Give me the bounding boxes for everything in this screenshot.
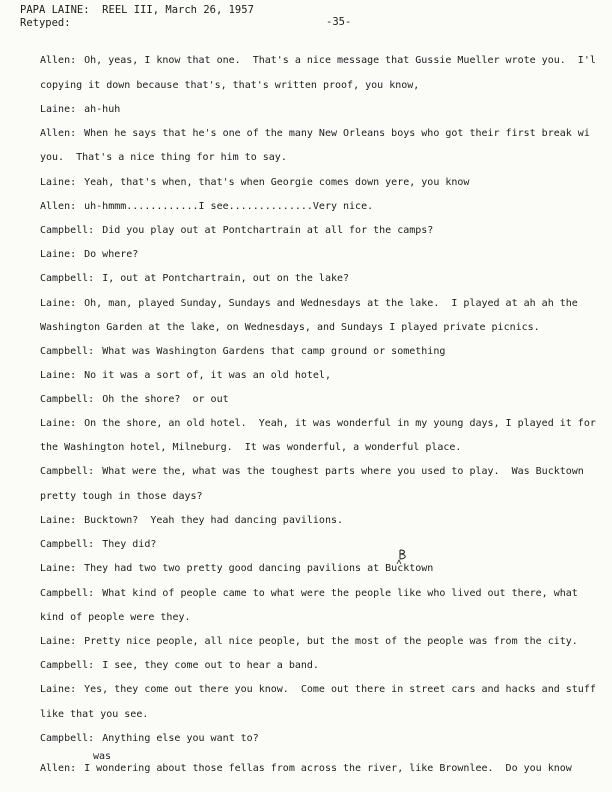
dialogue-text: copying it down because that's, that's written proof, you know, <box>40 80 420 91</box>
transcript-line <box>40 612 612 624</box>
dialogue-text: No it was a sort of, it was an old hotel, <box>84 370 331 381</box>
dialogue-text: I see, they come out to hear a band. <box>102 660 319 671</box>
transcript-line <box>40 370 612 382</box>
dialogue-text: Yes, they come out there you know. Come out there in street cars and hacks and stuff <box>84 684 596 695</box>
dialogue-text: I wondering about those fellas from across the river, like Brownlee. Do you know <box>84 763 572 774</box>
interlinear-note: was <box>93 751 112 762</box>
header-reel-info: PAPA LAINE: REEL III, March 26, 1957 <box>20 4 254 16</box>
dialogue-text: Do where? <box>84 249 139 260</box>
dialogue-text: pretty tough in those days? <box>40 491 203 502</box>
transcript-line <box>40 491 612 503</box>
header-retyped: Retyped: <box>20 17 71 29</box>
dialogue-text: What was Washington Gardens that camp ground or something <box>102 346 446 357</box>
dialogue-text: What kind of people came to what were the people like who lived out there, what <box>102 588 578 599</box>
dialogue-text: Did you play out at Pontchartrain at all for the camps? <box>102 225 434 236</box>
speaker-label: Laine: <box>40 104 77 115</box>
speaker-label: Laine: <box>40 684 77 695</box>
transcript-line <box>40 152 612 164</box>
transcript-line <box>40 104 612 116</box>
speaker-label: Campbell: <box>40 273 95 284</box>
transcript-line <box>40 128 612 140</box>
transcript-line <box>40 684 612 696</box>
dialogue-text: kind of people were they. <box>40 612 191 623</box>
transcript-line <box>40 346 612 358</box>
speaker-label: Campbell: <box>40 346 95 357</box>
transcript-line <box>40 442 612 454</box>
dialogue-text: ah-huh <box>84 104 121 115</box>
dialogue-text: What were the, what was the toughest parts where you used to play. Was Bucktown <box>102 466 584 477</box>
transcript-line <box>40 394 612 406</box>
dialogue-text: When he says that he's one of the many New Orleans boys who got their first break wi <box>84 128 590 139</box>
speaker-label: Allen: <box>40 128 77 139</box>
dialogue-text: Oh, man, played Sunday, Sundays and Wednesdays at the lake. I played at ah ah the <box>84 298 578 309</box>
dialogue-text: the Washington hotel, Milneburg. It was wonderful, a wonderful place. <box>40 442 462 453</box>
speaker-label: Laine: <box>40 298 77 309</box>
page-header <box>20 4 254 30</box>
dialogue-text: uh-hmmm............I see..............Very nice. <box>84 201 374 212</box>
transcript-line <box>40 273 612 285</box>
dialogue-text: Washington Garden at the lake, on Wednesdays, and Sundays I played private picnics. <box>40 322 540 333</box>
dialogue-text: like that you see. <box>40 709 149 720</box>
speaker-label: Laine: <box>40 563 77 574</box>
speaker-label: Campbell: <box>40 466 95 477</box>
dialogue-text: I, out at Pontchartrain, out on the lake? <box>102 273 350 284</box>
transcript-line <box>40 636 612 648</box>
speaker-label: Campbell: <box>40 539 95 550</box>
dialogue-text: Anything else you want to? <box>102 733 259 744</box>
transcript-line <box>40 563 612 575</box>
speaker-label: Allen: <box>40 763 77 774</box>
dialogue-text: Yeah, that's when, that's when Georgie comes down yere, you know <box>84 177 470 188</box>
dialogue-text: Bucktown? Yeah they had dancing pavilions. <box>84 515 344 526</box>
speaker-label: Laine: <box>40 418 77 429</box>
speaker-label: Laine: <box>40 370 77 381</box>
speaker-label: Laine: <box>40 636 77 647</box>
speaker-label: Laine: <box>40 249 77 260</box>
transcript-line <box>40 249 612 261</box>
transcript-line <box>40 177 612 189</box>
speaker-label: Laine: <box>40 177 77 188</box>
page-number: -35- <box>326 16 352 28</box>
speaker-label: Campbell: <box>40 660 95 671</box>
dialogue-text: Oh the shore? or out <box>102 394 229 405</box>
dialogue-text: They did? <box>102 539 157 550</box>
dialogue-text: They had two two pretty good dancing pavilions at Bucktown <box>84 563 434 574</box>
transcript-line <box>40 418 612 430</box>
dialogue-text: Oh, yeas, I know that one. That's a nice message that Gussie Mueller wrote you. I'l <box>84 55 596 66</box>
handwritten-b-correction <box>396 548 408 564</box>
transcript-line <box>40 225 612 237</box>
speaker-label: Allen: <box>40 55 77 66</box>
transcript-line <box>40 660 612 672</box>
transcript-line <box>40 55 612 67</box>
transcript-line <box>40 733 612 745</box>
transcript-line <box>40 515 612 527</box>
transcript-line <box>40 201 612 213</box>
dialogue-text: Pretty nice people, all nice people, but the most of the people was from the city. <box>84 636 578 647</box>
transcript-line <box>40 298 612 310</box>
speaker-label: Campbell: <box>40 394 95 405</box>
transcript-line <box>40 588 612 600</box>
speaker-label: Campbell: <box>40 733 95 744</box>
transcript-line <box>40 80 612 92</box>
dialogue-text: On the shore, an old hotel. Yeah, it was wonderful in my young days, I played it for <box>84 418 596 429</box>
transcript-line <box>40 709 612 721</box>
speaker-label: Campbell: <box>40 588 95 599</box>
speaker-label: Campbell: <box>40 225 95 236</box>
speaker-label: Laine: <box>40 515 77 526</box>
transcript-line <box>40 763 612 775</box>
dialogue-text: you. That's a nice thing for him to say. <box>40 152 287 163</box>
transcript-line <box>40 322 612 334</box>
speaker-label: Allen: <box>40 201 77 212</box>
transcript-line <box>40 466 612 478</box>
transcript-line <box>40 539 612 551</box>
